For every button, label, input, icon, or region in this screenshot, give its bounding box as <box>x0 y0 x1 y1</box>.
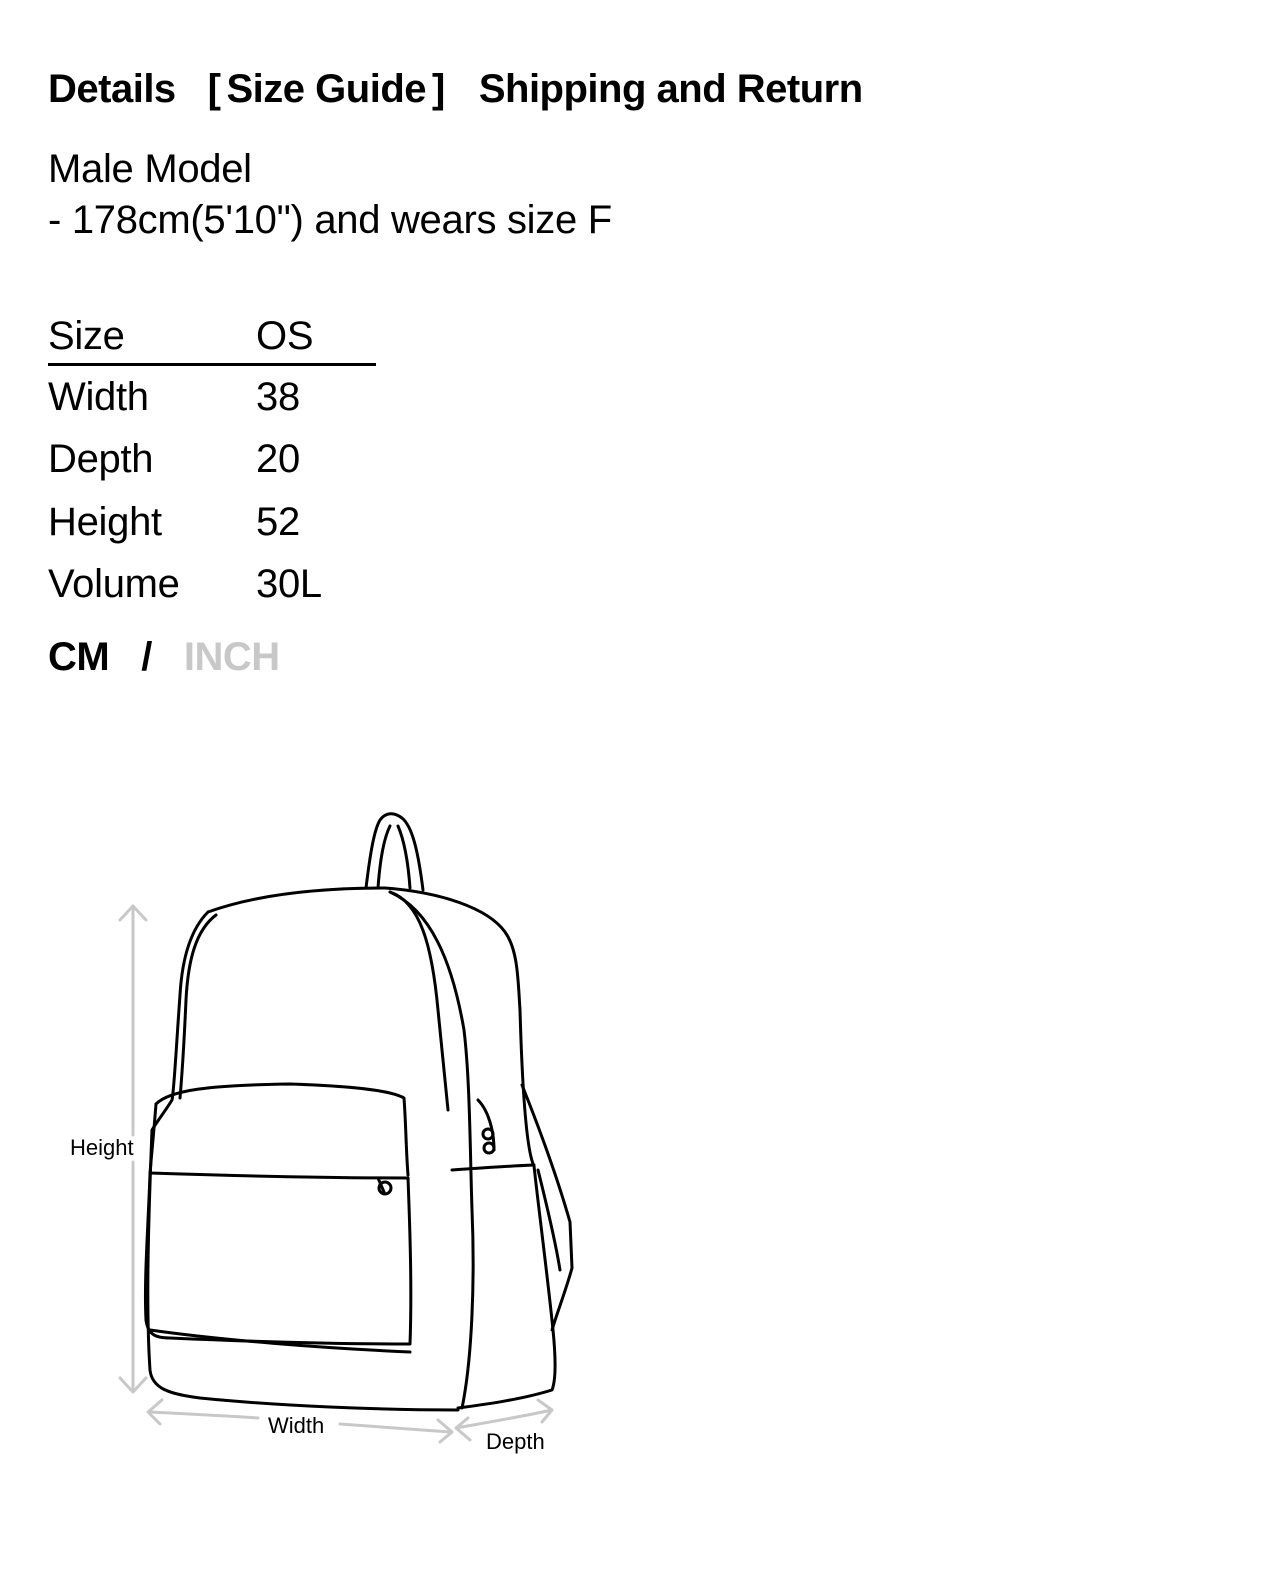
size-row-volume <box>48 554 376 617</box>
tab-details[interactable]: Details <box>48 66 176 111</box>
height-dimension-label: Height <box>70 1135 134 1160</box>
size-table <box>48 310 376 616</box>
size-header-value: OS <box>256 314 314 358</box>
backpack-icon <box>145 814 572 1410</box>
depth-dimension-label: Depth <box>486 1429 545 1454</box>
unit-inch-button[interactable]: INCH <box>183 634 280 679</box>
active-tab-bracket-right: ] <box>432 66 445 111</box>
model-info <box>48 144 612 246</box>
tab-size-guide[interactable] <box>208 67 445 112</box>
backpack-size-diagram <box>60 800 600 1480</box>
size-row-height <box>48 491 376 554</box>
model-description: - 178cm(5'10") and wears size F <box>48 198 612 242</box>
tab-size-guide-label: Size Guide <box>226 66 426 111</box>
width-dimension-label: Width <box>268 1413 325 1438</box>
size-row-label: Height <box>48 499 162 544</box>
size-row-depth <box>48 429 376 492</box>
size-row-label: Volume <box>48 562 180 607</box>
active-tab-bracket-left: [ <box>207 66 221 111</box>
size-row-width <box>48 366 376 429</box>
size-header-label: Size <box>48 314 125 358</box>
tab-shipping-and-return[interactable]: Shipping and Return <box>478 66 863 111</box>
size-row-value: 52 <box>256 499 300 544</box>
size-row-label: Width <box>48 374 149 419</box>
size-row-value: 30L <box>256 562 322 607</box>
size-row-value: 38 <box>256 374 300 419</box>
size-row-value: 20 <box>256 437 300 482</box>
model-title: Male Model <box>48 147 252 191</box>
size-row-label: Depth <box>48 437 154 482</box>
size-table-header <box>48 310 376 366</box>
unit-separator: / <box>141 634 152 679</box>
tab-bar <box>48 64 863 114</box>
unit-cm-button[interactable]: CM <box>48 634 110 679</box>
unit-toggle <box>48 633 280 681</box>
